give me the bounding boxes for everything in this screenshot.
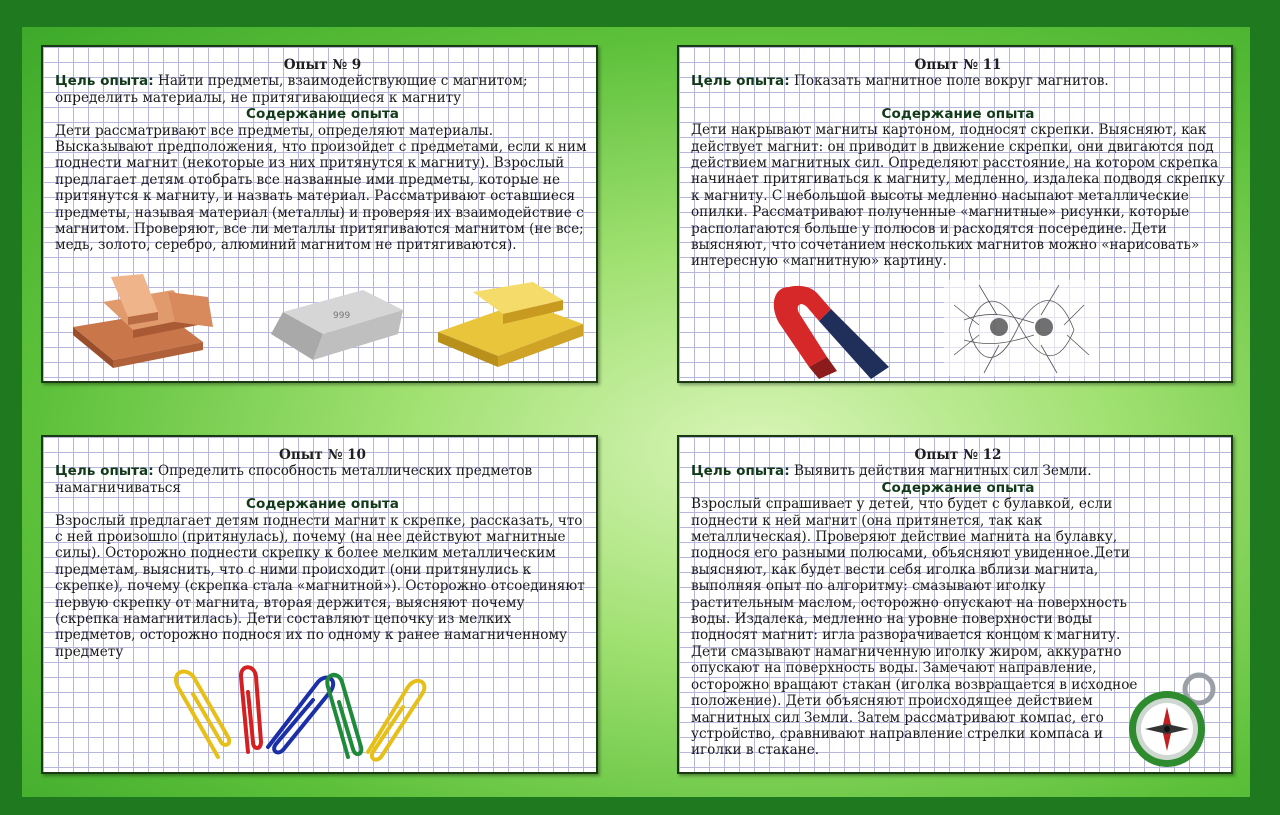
- goal-line: [55, 73, 590, 106]
- silver-bar-icon: [271, 290, 403, 360]
- iron-filings-icon: [944, 280, 1099, 376]
- paper-clips-icon: [43, 662, 598, 772]
- goal-text: Найти предметы, взаимодействующие с магнитом; определить материалы, не притягивающиеся к магниту: [55, 73, 528, 106]
- goal-text: Выявить действия магнитных сил Земли.: [789, 463, 1092, 480]
- card-experiment-11: [677, 45, 1233, 383]
- goal-label: Цель опыта:: [691, 73, 790, 90]
- images-row: [43, 272, 596, 380]
- images-row: [43, 662, 596, 772]
- horseshoe-magnet-icon: [774, 286, 889, 379]
- images-row: [679, 275, 1231, 381]
- card-experiment-10: [41, 435, 598, 774]
- goal-label: Цель опыта:: [55, 73, 154, 90]
- goal-label: Цель опыта:: [691, 463, 790, 480]
- content-heading: Содержание опыта: [246, 496, 399, 513]
- goal-label: Цель опыта:: [55, 463, 154, 480]
- content-text: Взрослый предлагает детям поднести магнит к скрепке, рассказать, что с ней произошло (притянулась), почему (на нее действуют магнитные силы). Осторожно поднести скрепку к более мелким металлическим предметам, выяснить, что с ними происходит (они притянулись к скрепке), почему (скрепка стала «магнитной»). Осторожно отсоединяют первую скрепку от магнита, вторая держится, выясняют почему (скрепка намагнитилась). Дети составляют цепочку из мелких предметов, осторожно поднося их по одному к ранее намагниченному предмету: [55, 512, 585, 660]
- card-title: Опыт № 9: [283, 57, 362, 73]
- card-title: Опыт № 11: [914, 57, 1002, 73]
- goal-text: Показать магнитное поле вокруг магнитов.: [789, 73, 1109, 90]
- svg-text:999: 999: [333, 311, 351, 321]
- goal-line: [55, 463, 590, 496]
- content-text: Взрослый спрашивает у детей, что будет с булавкой, если поднести к ней магнит (она притянется, так как металлическая). Проверяют действие магнита на булавку, поднося его разными полюсами, объясняют увиденное.Дети выясняют, как будет вести себя иголка вблизи магнита, выполняя опыт по алгоритму: смазывают иголку растительным маслом, осторожно опускают на поверхность воды. Издалека, медленно на уровне поверхности воды подносят магнит: игла разворачивается концом к магниту. Дети смазывают намагниченную иголку жиром, аккуратно опускают на поверхность воды. Замечают направление, осторожно вращают стакан (иголка возвращается в исходное положение). Дети объясняют происходящее действием магнитных сил Земли. Затем рассматривают компас, его устройство, сравнивают направление стрелки компаса и иголки в стакане.: [691, 496, 1138, 759]
- gold-bars-icon: [438, 282, 583, 367]
- card-title: Опыт № 10: [279, 447, 366, 463]
- content-text: Дети рассматривают все предметы, определяют материалы. Высказывают предположения, что произойдет с предметами, если к ним поднести магнит (некоторые из них притянутся к магниту). Взрослый предлагает детям отобрать все названные ими предметы, которые не притянутся к магниту, и назвать материал. Рассматривают оставшиеся предметы, называя материал (металлы) и проверяя их взаимодействие с магнитом. Проверяют, все ли металлы притягиваются магнитом (не все; медь, золото, серебро, алюминий магнитом не притягиваются).: [55, 122, 587, 254]
- content-heading: Содержание опыта: [881, 105, 1035, 122]
- compass-icon: [1119, 669, 1229, 773]
- goal-text: Определить способность металлических предметов намагничиваться: [55, 463, 533, 496]
- spacer: [691, 90, 1225, 106]
- content-heading: Содержание опыта: [246, 106, 399, 123]
- content-heading: Содержание опыта: [881, 479, 1035, 496]
- card-experiment-9: [41, 45, 598, 383]
- goal-line: [691, 73, 1225, 89]
- goal-line: [691, 463, 1225, 479]
- copper-bars-icon: [73, 274, 213, 368]
- card-experiment-12: [677, 435, 1233, 774]
- content-text: Дети накрывают магниты картоном, подносят скрепки. Выясняют, как действует магнит: он приводит в движение скрепки, они двигаются под действием магнитных сил. Определяют расстояние, на котором скрепка начинает притягиваться к магниту, медленно, издалека подводя скрепку к магниту. С небольшой высоты медленно насыпают металлические опилки. Рассматривают полученные «магнитные» рисунки, которые располагаются больше у полюсов и расходятся посередине. Дети выясняют, что сочетанием нескольких магнитов можно «нарисовать» интересную «магнитную» картину.: [691, 122, 1225, 270]
- card-title: Опыт № 12: [914, 447, 1002, 463]
